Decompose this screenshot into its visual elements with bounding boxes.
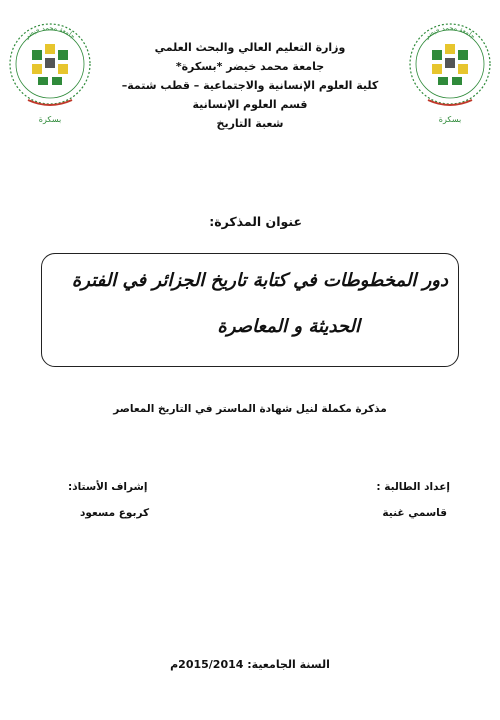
supervisor-name: كربوع مسعود (80, 507, 150, 519)
logo-arc-text-top: جامعة محمد خيضر (23, 23, 77, 41)
institution-header (100, 38, 400, 133)
svg-text:جامعة محمد خيضر (22, 24, 76, 41)
ministry-name: وزارة التعليم العالي والبحث العلمي (154, 41, 346, 54)
thesis-subtitle: مذكرة مكملة لنيل شهادة الماستر في التاريخ المعاصر (113, 403, 387, 415)
prepared-by-label: إعداد الطالبة : (376, 481, 450, 493)
thesis-title-box (41, 253, 459, 367)
student-name: قاسمي غنية (382, 507, 447, 519)
branch-name: شعبة التاريخ (216, 117, 284, 130)
university-logo-right (402, 14, 498, 126)
thesis-title-line-2: الحديثة و المعاصرة (217, 316, 360, 337)
university-seal-icon (2, 14, 98, 126)
thesis-title-label: عنوان المذكرة: (209, 214, 302, 229)
supervisor-label: إشراف الأستاذ: (68, 481, 148, 493)
logo-arc-text-bottom: بسكرة (438, 115, 462, 124)
thesis-title-line-1: دور المخطوطات في كتابة تاريخ الجزائر في الفترة (71, 270, 448, 291)
university-seal-icon (402, 14, 498, 126)
faculty-name: كلية العلوم الإنسانية والاجتماعية – قطب شتمة– (121, 79, 379, 92)
logo-arc-text-bottom: بسكرة (38, 115, 62, 124)
department-name: قسم العلوم الإنسانية (192, 98, 308, 111)
academic-year: السنة الجامعية: 2015/2014م (170, 658, 330, 671)
university-logo-left (2, 14, 98, 126)
svg-text:جامعة محمد خيضر (422, 24, 476, 41)
university-name: جامعة محمد خيضر *بسكرة* (175, 60, 325, 73)
logo-arc-text-top: جامعة محمد خيضر (423, 23, 477, 41)
